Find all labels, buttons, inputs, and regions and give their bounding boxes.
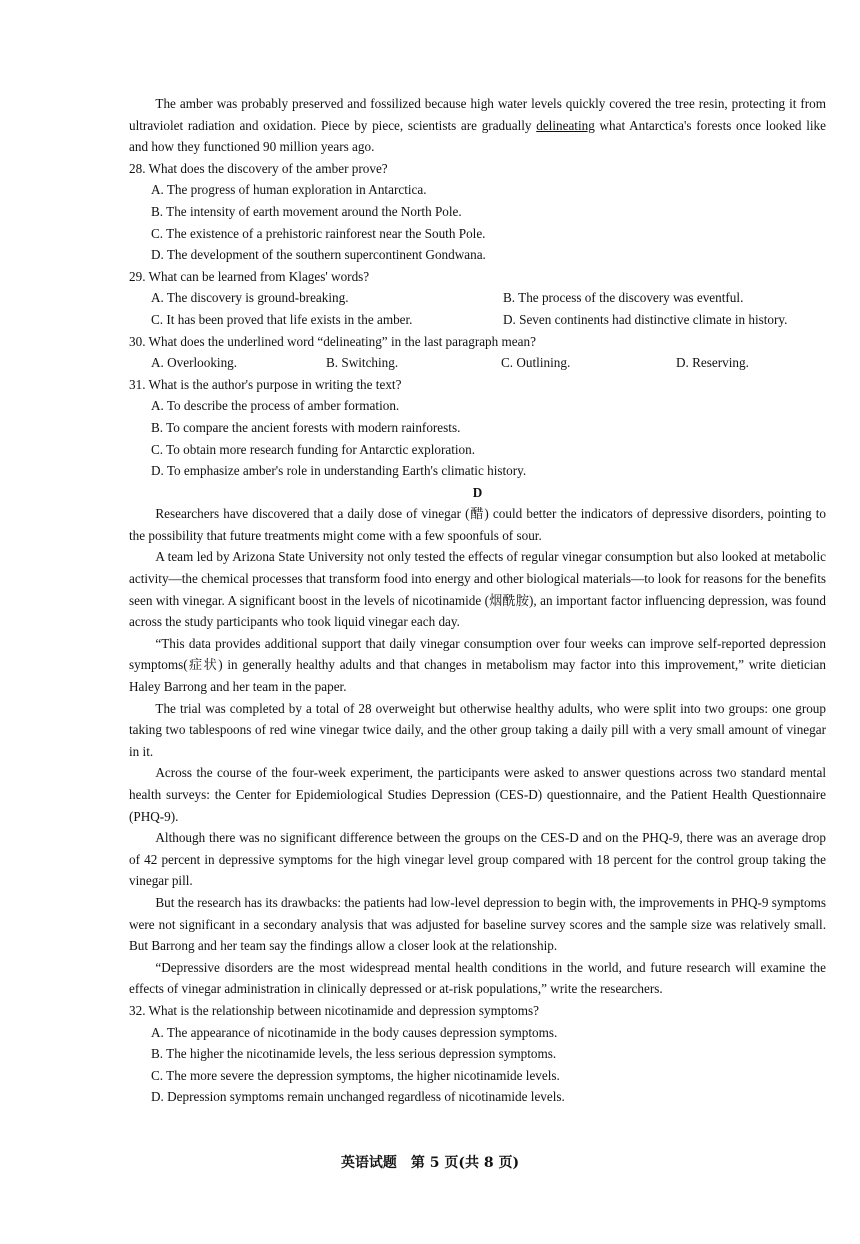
- q29-options-row-2: [151, 309, 826, 331]
- intro-paragraph: The amber was probably preserved and fossilized because high water levels quickly covered the tree resin, protecting it from ultraviolet radiation and oxidation. Piece by piece, scientists are gradually delineating what Antarctica's forests once looked like and how they functioned 90 million years ago.: [129, 96, 826, 155]
- q31-option-c: C. To obtain more research funding for Antarctic exploration.: [151, 441, 476, 457]
- q32-option-c: C. The more severe the depression symptoms, the higher nicotinamide levels.: [151, 1067, 560, 1083]
- passage-d-paragraph-8: “Depressive disorders are the most widespread mental health conditions in the world, and future research will examine the effects of vinegar administration in clinically depressed or at-risk populations,” write the researchers.: [129, 959, 826, 997]
- q31-option-a: A. To describe the process of amber formation.: [151, 398, 400, 414]
- q28-option-a: A. The progress of human exploration in Antarctica.: [151, 182, 427, 198]
- q32-option-d: D. Depression symptoms remain unchanged regardless of nicotinamide levels.: [151, 1089, 565, 1105]
- passage-d-paragraph-7: But the research has its drawbacks: the patients had low-level depression to begin with, the improvements in PHQ-9 symptoms were not significant in a secondary analysis that was adjusted for baseline survey scores and the sample size was relatively small. But Barrong and her team say the findings allow a closer look at the relationship.: [129, 894, 826, 954]
- passage-d-paragraph-2: A team led by Arizona State University not only tested the effects of regular vinegar consumption but also looked at metabolic activity—the chemical processes that transform food into energy and other biological materials—to look for reasons for the benefits seen with vinegar. A significant boost in the levels of nicotinamide (烟酰胺), an important factor influencing depression, was found across the study participants who took liquid vinegar each day.: [129, 549, 826, 630]
- q30-option-c: C. Outlining.: [501, 355, 571, 371]
- q30-option-d: D. Reserving.: [676, 355, 749, 371]
- q32-option-b: B. The higher the nicotinamide levels, the less serious depression symptoms.: [151, 1046, 557, 1062]
- q31-option-b: B. To compare the ancient forests with modern rainforests.: [151, 419, 461, 435]
- passage-d-paragraph-1: Researchers have discovered that a daily dose of vinegar (醋) could better the indicators of depressive disorders, pointing to the possibility that future treatments might come with a few spoonfuls of sour.: [129, 506, 826, 543]
- q32-option-a: A. The appearance of nicotinamide in the body causes depression symptoms.: [151, 1024, 558, 1040]
- q30-options-row: [151, 352, 826, 374]
- section-heading-d: D: [472, 484, 483, 500]
- question-29: 29. What can be learned from Klages' words?: [129, 268, 370, 284]
- q28-option-b: B. The intensity of earth movement around the North Pole.: [151, 203, 462, 219]
- q29-option-b: B. The process of the discovery was eventful.: [503, 290, 744, 306]
- question-32: 32. What is the relationship between nicotinamide and depression symptoms?: [129, 1002, 539, 1018]
- passage-d-paragraph-4: The trial was completed by a total of 28 overweight but otherwise healthy adults, who were split into two groups: one group taking two tablespoons of red wine vinegar twice daily, and the other group taking a daily pill with a very small amount of vinegar in it.: [129, 700, 826, 759]
- passage-d-paragraph-3: “This data provides additional support that daily vinegar consumption over four weeks can improve self-reported depression symptoms(症状) in generally healthy adults and that changes in metabolism may factor into this improvement,” write dietician Haley Barrong and her team in the paper.: [129, 635, 826, 695]
- underlined-word: delineating: [536, 117, 595, 133]
- q31-option-d: D. To emphasize amber's role in understanding Earth's climatic history.: [151, 463, 527, 479]
- question-30: 30. What does the underlined word “delineating” in the last paragraph mean?: [129, 333, 536, 349]
- q29-option-d: D. Seven continents had distinctive climate in history.: [503, 311, 788, 327]
- page-content: [129, 93, 826, 1108]
- q30-option-b: B. Switching.: [326, 355, 399, 371]
- q29-option-a: A. The discovery is ground-breaking.: [151, 290, 349, 306]
- question-28: 28. What does the discovery of the amber prove?: [129, 160, 388, 176]
- page-footer: 英语试题 第 5 页(共 8 页): [340, 1155, 520, 1171]
- q29-option-c: C. It has been proved that life exists in the amber.: [151, 311, 413, 327]
- passage-d-paragraph-5: Across the course of the four-week experiment, the participants were asked to answer questions across two standard mental health surveys: the Center for Epidemiological Studies Depression (CES-D) questionnaire, and the Patient Health Questionnaire (PHQ-9).: [129, 765, 826, 824]
- q29-options-row-1: [151, 287, 826, 309]
- passage-d-paragraph-6: Although there was no significant difference between the groups on the CES-D and on the PHQ-9, there was an average drop of 42 percent in depressive symptoms for the high vinegar level group compared with 18 percent for the control group taking the vinegar pill.: [129, 830, 826, 889]
- q30-option-a: A. Overlooking.: [151, 355, 238, 371]
- q28-option-d: D. The development of the southern supercontinent Gondwana.: [151, 247, 486, 263]
- question-31: 31. What is the author's purpose in writing the text?: [129, 376, 402, 392]
- q28-option-c: C. The existence of a prehistoric rainforest near the South Pole.: [151, 225, 486, 241]
